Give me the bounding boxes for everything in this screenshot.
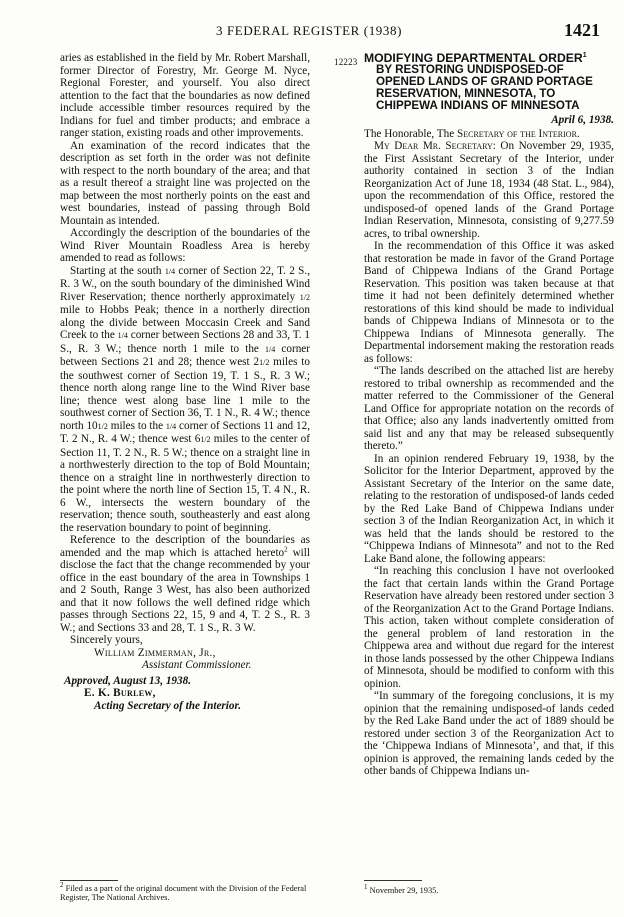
paragraph-continuation: aries as established in the field by Mr. Robert Marshall, former Director of Forestry, Mr. George M. Nyce, Regional Forester, and yourself. You also direct attention to the fact that the boundaries as now defined include accessible timber resources required by the Indians for fuel and timber products; and embrace a ranger station, existing roads and other improvements.	[60, 52, 310, 139]
running-head: 3 FEDERAL REGISTER (1938)	[216, 23, 403, 38]
signer-title: Assistant Commissioner.	[142, 659, 252, 671]
signer-name: William Zimmerman, Jr.,	[94, 646, 216, 659]
fraction-one-quarter: 1/4	[117, 331, 128, 340]
footnote-right: $^1$ November 29, 1935.	[364, 883, 439, 895]
footnote-mark: 2	[60, 881, 64, 890]
paragraph-salutation: My Dear Mr. Secretary: On November 29, 1935, the First Assistant Secretary of the Interior, under authority contained in section 3 of the Indian Reorganization Act of June 18, 1934 (48 Stat. L., 984), upon the recommendation of this Office, restored the undisposed-of opened lands of the Grand Portage Indian Reservation, Minnesota, consisting of 9,277.59 acres, to tribal ownership.	[364, 140, 614, 240]
boundary-description: Starting at the south 1/4 corner of Section 22, T. 2 S., R. 3 W., on the south boundary of the diminished Wind River Reservation; thence northerly approximately 1/2 mile to Hobbs Peak; thence in a northerly direction along the divide between Moccasin Creek and Sand Creek to the 1/4 corner between Sections 28 and 33, T. 1 S., R. 3 W.; thence north 1 mile to the 1/4 corner between Sections 21 and 28; thence west 21/2 miles to the southwest corner of Section 19, T. 1 S., R. 3 W.; thence north along range line to the Wind River base line; thence west along base line 1 mile to the southwest corner of Section 36, T. 1 N., R. 4 W.; thence north 101/2 miles to the 1/4 corner of Sections 11 and 12, T. 2 N., R. 4 W.; thence west 61/2 miles to the center of Section 11, T. 2 N., R. 5 W.; thence on a straight line in a northwesterly direction to the top of Bold Mountain; thence on a straight line in northwesterly direction to the point where the north line of Section 15, T. 4 N., R. 6 W., intersects the western boundary of the reservation; thence south, southeasterly and east along the reservation boundary to point of beginning.	[60, 264, 311, 534]
closing: Sincerely yours,	[70, 634, 143, 646]
approver-title: Acting Secretary of the Interior.	[94, 699, 241, 712]
footnote-rule	[60, 880, 118, 881]
right-column	[364, 52, 614, 778]
footnote-rule	[364, 880, 422, 881]
salutation: My Dear Mr. Secretary:	[374, 140, 496, 152]
fraction-one-half: 1/2	[299, 292, 310, 302]
footnote-left: $^2$ Filed as a part of the original document with the Division of the Federal Register, The National Archives.	[60, 881, 307, 903]
paragraph-accordingly: Accordingly the description of the boundaries of the Wind River Mountain Roadless Area is hereby amended to read as follows:	[60, 227, 310, 264]
left-column	[60, 52, 310, 712]
page-number: 1421	[564, 20, 600, 40]
page-header	[0, 20, 624, 44]
fraction-one-half: 1/2	[97, 421, 108, 431]
fraction-one-quarter: 1/4	[265, 344, 276, 354]
quote-conclusion: “In reaching this conclusion I have not overlooked the fact that certain lands within the Grand Portage Reservation have already been restored under section 3 of the Reorganization Act to the Grand Portage Indians. This action, taken without complete consideration of the general problem of land restoration in the Chippewa area and without due regard for the interest in those lands possessed by the other Chippewa Indians of Minnesota, should be modified to conform with this opinion.	[364, 565, 614, 690]
fraction-one-quarter: 1/4	[165, 421, 177, 431]
paragraph-recommendation: In the recommendation of this Office it was asked that restoration be made in favor of the Grand Portage Band of Chippewa Indians of the Grand Portage Reservation. This position was taken because at that time it had not been definitely determined whether restorations of this kind should be made to individual bands of Chippewa Indians of Minnesota or to the Chippewa Indians of Minnesota generally. The Departmental indorsement making the restoration reads as follows:	[364, 240, 614, 365]
fraction-one-half: 1/2	[259, 358, 270, 367]
margin-reference-number: 12223	[334, 57, 358, 67]
addressee: The Honorable, The Secretary of the Interior.	[364, 127, 580, 140]
order-date: April 6, 1938.	[551, 114, 614, 126]
quote-indorsement: “The lands described on the attached list are hereby restored to tribal ownership as recommended and the matter referred to the Commissioner of the General Land Office for appropriate notation on the records of that Office; also any lands inadvertently omitted from said list and any that may be released subsequently thereto.”	[364, 365, 614, 452]
paragraph-reference: Reference to the description of the boundaries as amended and the map which is attached hereto$^2$ will disclose the fact that the change recommended by your office in the east boundary of the area in Townships 1 and 2 South, Range 3 West, has also been authorized and that it now follows the well defined ridge which passes through Sections 22, 15, 9 and 4, T. 2 S., R. 3 W.; and Sections 33 and 28, T. 1 S., R. 3 W.	[60, 534, 311, 634]
approval-line: Approved, August 13, 1938.	[64, 674, 192, 687]
quote-summary: “In summary of the foregoing conclusions, it is my opinion that the remaining undisposed-of lands ceded by the Red Lake Band under the act of 1889 should be restored under section 3 of the Reorganization Act to the ‘Chippewa Indians of Minnesota’, and that, if this opinion is approved, the remaining lands ceded by the other bands of Chippewa Indians un-	[364, 690, 614, 777]
approver-name: E. K. Burlew,	[84, 687, 156, 699]
footnote-marker: 2	[284, 544, 288, 553]
signature-block	[60, 634, 310, 712]
footnote-mark: 1	[364, 883, 368, 892]
paragraph-opinion: In an opinion rendered February 19, 1938, by the Solicitor for the Interior Department, approved by the Assistant Secretary of the Interior on the same date, relating to the restoration of undisposed-of lands ceded by the Red Lake Band of Chippewa Indians under section 3 of the Indian Reorganization Act, in which it was held that the lands should be restored to the “Chippewa Indians of Minnesota” and not to the Red Lake Band alone, the following appears:	[364, 452, 614, 565]
paragraph-examination: An examination of the record indicates that the description as set forth in the order was not definite with respect to the north boundary of the area; and that as a result thereof a straight line was projected on the map between the most northerly points on the east and west boundaries, instead of passing through Bold Mountain as intended.	[60, 139, 310, 227]
order-title: MODIFYING DEPARTMENTAL ORDER$^1$ BY RESTORING UNDISPOSED-OF OPENED LANDS OF GRAND PORTAGE RESERVATION, MINNESOTA, TO CHIPPEWA INDIANS OF MINNESOTA	[364, 51, 593, 112]
fraction-one-half: 1/2	[200, 435, 211, 444]
fraction-one-quarter: 1/4	[164, 266, 176, 276]
footnote-marker: 1	[582, 51, 587, 59]
